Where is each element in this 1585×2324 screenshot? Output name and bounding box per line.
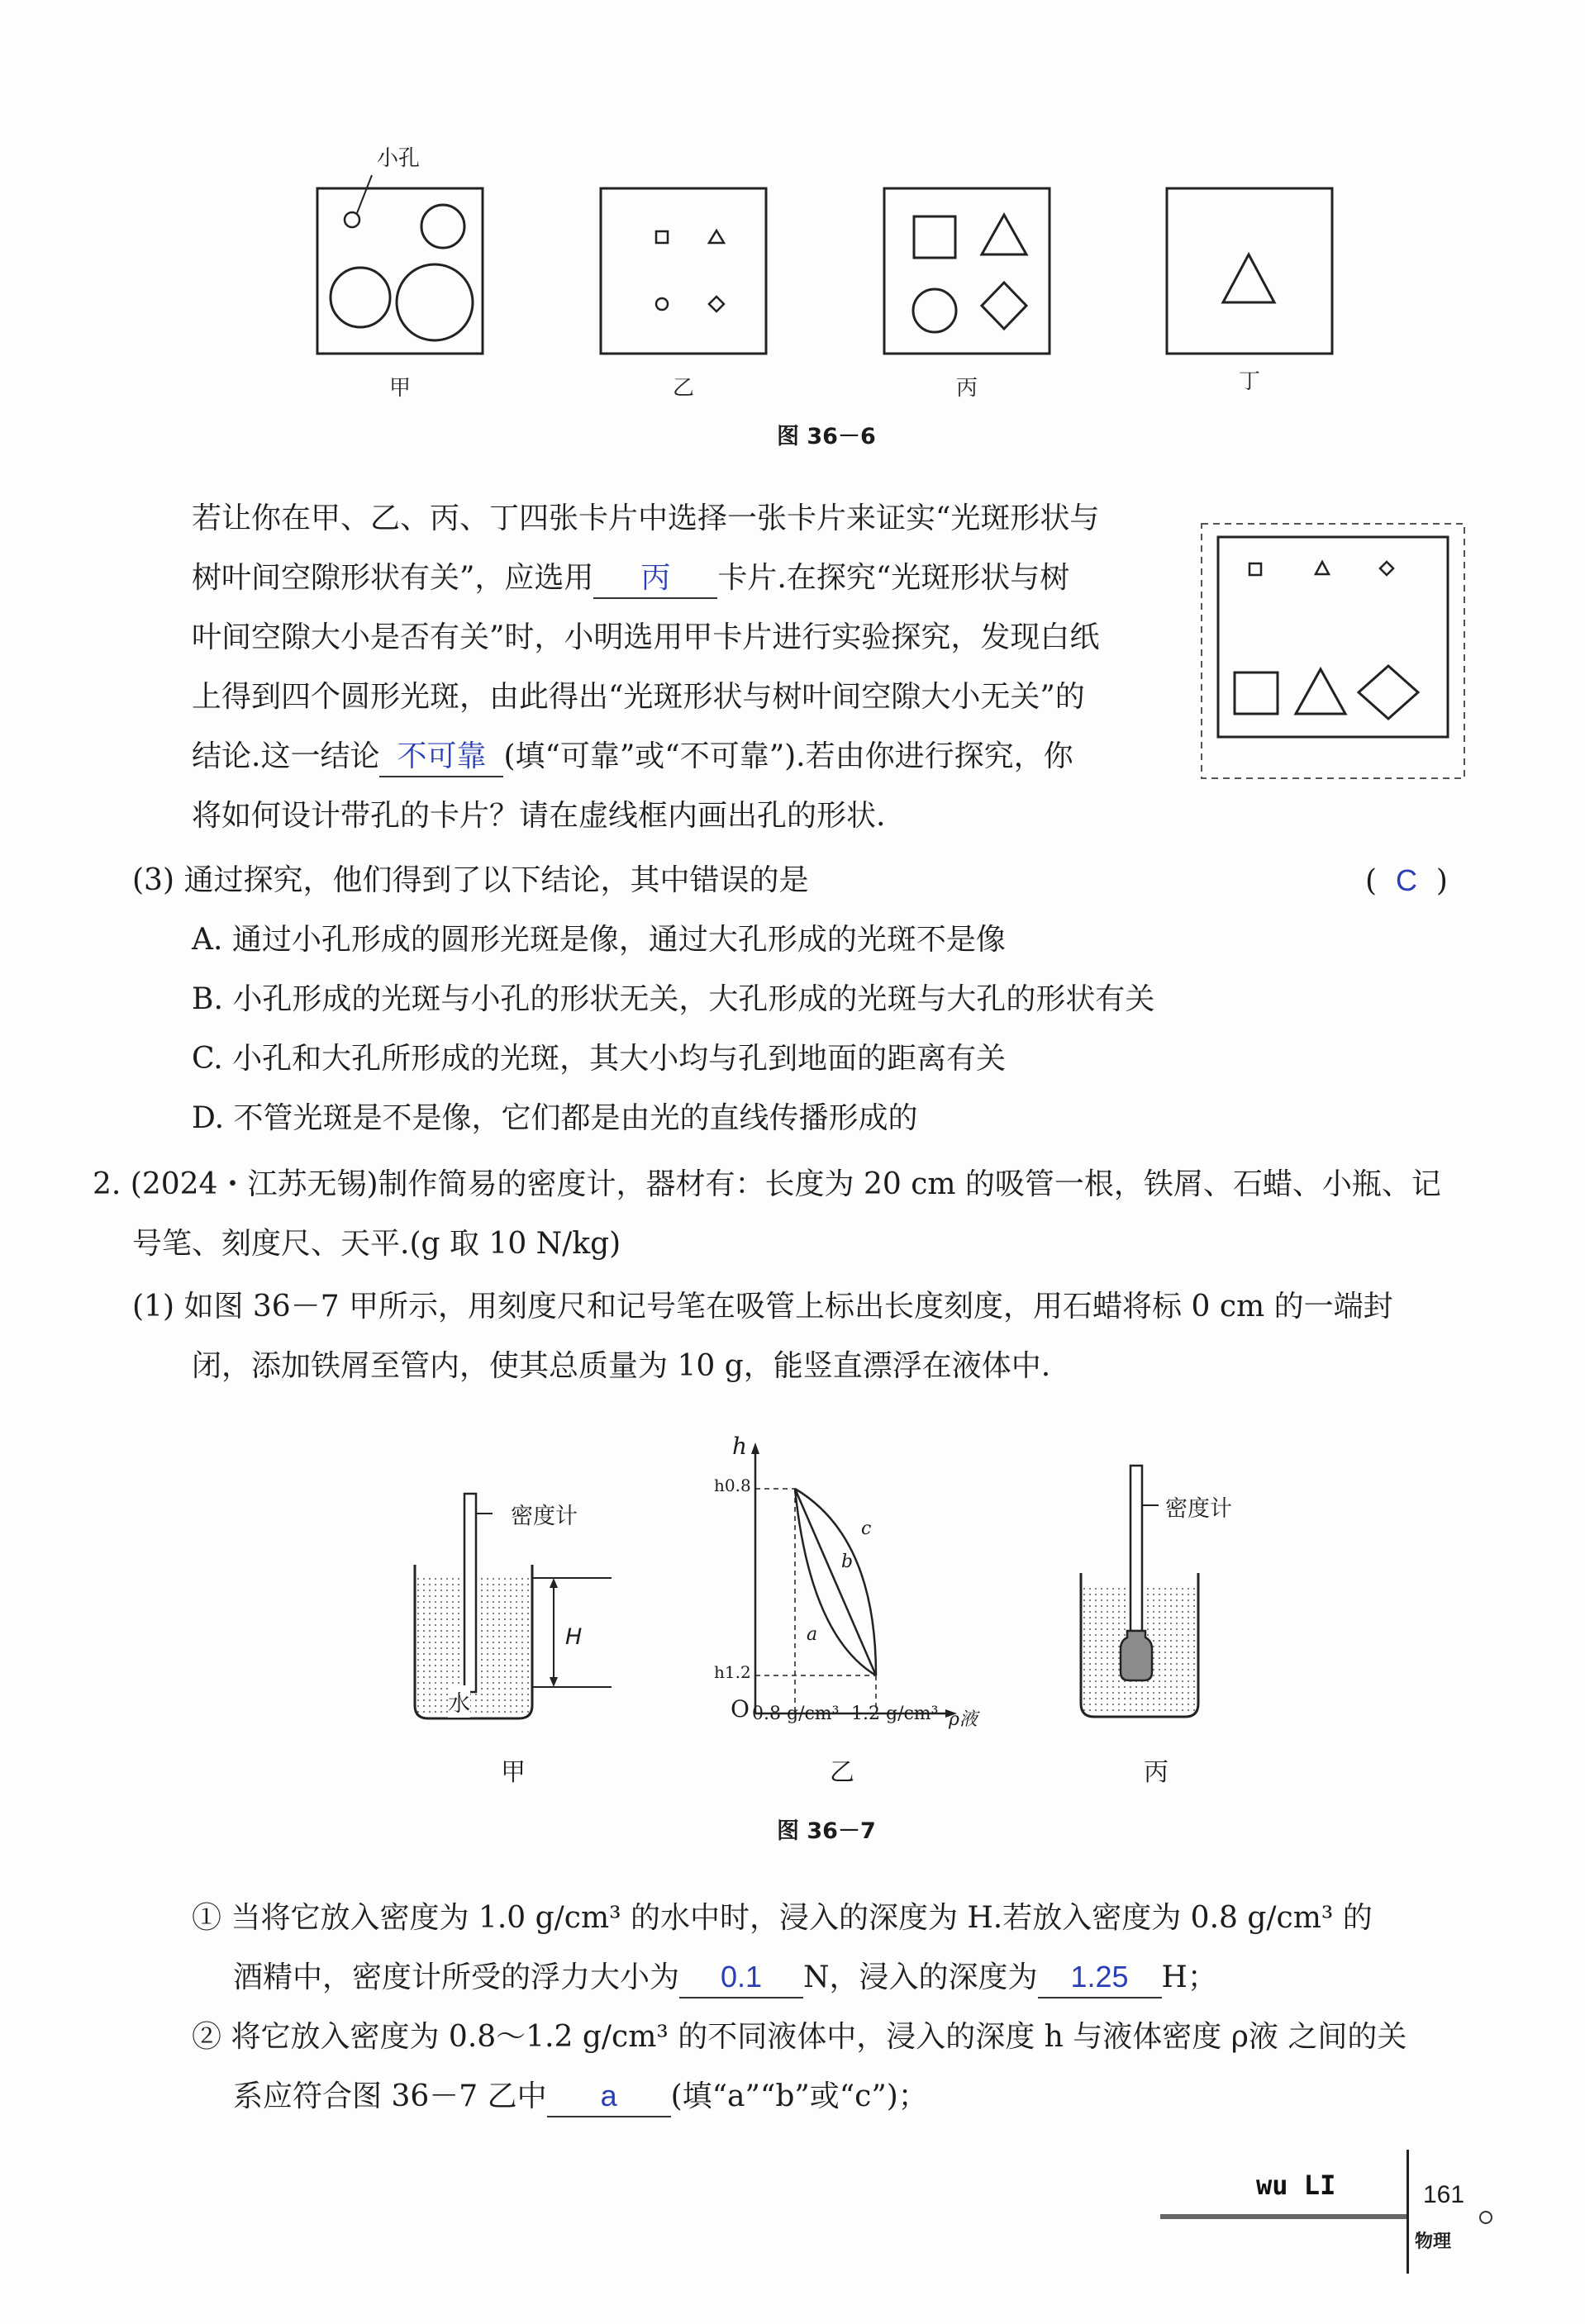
figure-36-6-caption: 图 36－6 (777, 424, 876, 449)
footer-divider (1407, 2150, 1409, 2274)
card-label-jia: 甲 (388, 376, 412, 401)
card-ding (1167, 188, 1332, 354)
x-axis-label: ρ液 (949, 1709, 978, 1730)
h-axis-label: h (732, 1433, 748, 1460)
item2-line1: ② 将它放入密度为 0.8～1.2 g/cm³ 的不同液体中，浸入的深度 h 与液体密度 ρ液 之间的关 (192, 2020, 1407, 2054)
card-label-yi: 乙 (672, 376, 695, 401)
item1-line2: 酒精中，密度计所受的浮力大小为 0.1 N，浸入的深度为 1.25 H； (233, 1948, 1217, 2008)
h12-label: h1.2 (714, 1662, 751, 1682)
item1-line1: ① 当将它放入密度为 1.0 g/cm³ 的水中时，浸入的深度为 H.若放入密度为 0.8 g/cm³ 的 (192, 1901, 1373, 1935)
answer-reliability[interactable]: 不可靠 (379, 736, 503, 777)
H-label: H (565, 1624, 583, 1650)
handwritten-note: wu LI (1256, 2170, 1336, 2201)
figure-36-7-caption: 图 36－7 (777, 1818, 876, 1844)
water-label: 水 (448, 1685, 470, 1718)
footer-dot-icon (1479, 2211, 1492, 2224)
para1-line5: 结论.这一结论 不可靠 (填“可靠”或“不可靠”).若由你进行探究，你 (192, 727, 1073, 787)
page-number: 161 (1423, 2181, 1465, 2208)
card-yi (601, 188, 766, 354)
density-meter-label-bing: 密度计 (1165, 1496, 1232, 1522)
q2-line1: 2. (2024・江苏无锡)制作简易的密度计，器材有：长度为 20 cm 的吸管一根，铁屑、石蜡、小瓶、记 (93, 1167, 1441, 1201)
fig-label-bing: 丙 (1144, 1758, 1169, 1787)
q3-answer-paren: ( C ) (1365, 863, 1448, 898)
drawing-answer-box (1198, 520, 1471, 785)
fig-label-jia: 甲 (501, 1758, 526, 1787)
q2-line2: 号笔、刻度尺、天平.(g 取 10 N/kg) (132, 1227, 621, 1261)
option-c: C. 小孔和大孔所形成的光斑，其大小均与孔到地面的距离有关 (192, 1042, 1007, 1076)
curve-c-label: c (861, 1518, 872, 1539)
x-tick-12: 1.2 g/cm³ (851, 1704, 939, 1724)
q2-sub1-line2: 闭，添加铁屑至管内，使其总质量为 10 g，能竖直漂浮在液体中. (192, 1349, 1051, 1383)
para1-line1: 若让你在甲、乙、丙、丁四张卡片中选择一张卡片来证实“光斑形状与 (192, 501, 1100, 535)
option-b: B. 小孔形成的光斑与小孔的形状无关，大孔形成的光斑与大孔的形状有关 (192, 982, 1155, 1016)
density-meter-tube (464, 1494, 476, 1692)
curve-b-label: b (841, 1552, 854, 1572)
hole-label: 小孔 (377, 146, 421, 171)
para1-line6: 将如何设计带孔的卡片？请在虚线框内画出孔的形状. (192, 799, 886, 833)
q2-sub1-line1: (1) 如图 36－7 甲所示，用刻度尺和记号笔在吸管上标出长度刻度，用石蜡将标 0 cm 的一端封 (132, 1290, 1393, 1324)
card-label-ding: 丁 (1238, 369, 1261, 394)
para1-line4: 上得到四个圆形光斑，由此得出“光斑形状与树叶间空隙大小无关”的 (192, 680, 1085, 714)
para1-line2: 树叶间空隙形状有关”，应选用 丙 卡片.在探究“光斑形状与树 (192, 549, 1069, 608)
weighted-bottle (1121, 1631, 1152, 1680)
footer-rule (1160, 2214, 1408, 2219)
card-label-bing: 丙 (955, 376, 978, 401)
para1-line3: 叶间空隙大小是否有关”时，小明选用甲卡片进行实验探究，发现白纸 (192, 620, 1100, 654)
answer-card[interactable]: 丙 (593, 558, 717, 599)
option-a: A. 通过小孔形成的圆形光斑是像，通过大孔形成的光斑不是像 (192, 923, 1006, 957)
h08-label: h0.8 (714, 1476, 751, 1495)
item2-line2: 系应符合图 36－7 乙中 a (填“a”“b”或“c”)； (233, 2067, 928, 2127)
answer-curve[interactable]: a (547, 2076, 671, 2117)
density-meter-label-jia: 密度计 (511, 1504, 578, 1529)
subject-label: 物理 (1415, 2231, 1452, 2252)
x-tick-08: 0.8 g/cm³ (752, 1704, 840, 1724)
q3-answer[interactable]: C (1395, 863, 1417, 897)
fig-label-yi: 乙 (830, 1758, 854, 1787)
answer-buoyancy[interactable]: 0.1 (679, 1957, 803, 1998)
figure-36-6 (306, 132, 1261, 405)
q3-stem: (3) 通过探究，他们得到了以下结论，其中错误的是 (132, 863, 809, 897)
curve-a-label: a (807, 1624, 818, 1645)
origin-label: O (731, 1695, 750, 1723)
answer-depth[interactable]: 1.25 (1038, 1957, 1162, 1998)
small-hole (345, 212, 359, 227)
card-bing (884, 188, 1050, 354)
option-d: D. 不管光斑是不是像，它们都是由光的直线传播形成的 (192, 1101, 918, 1135)
